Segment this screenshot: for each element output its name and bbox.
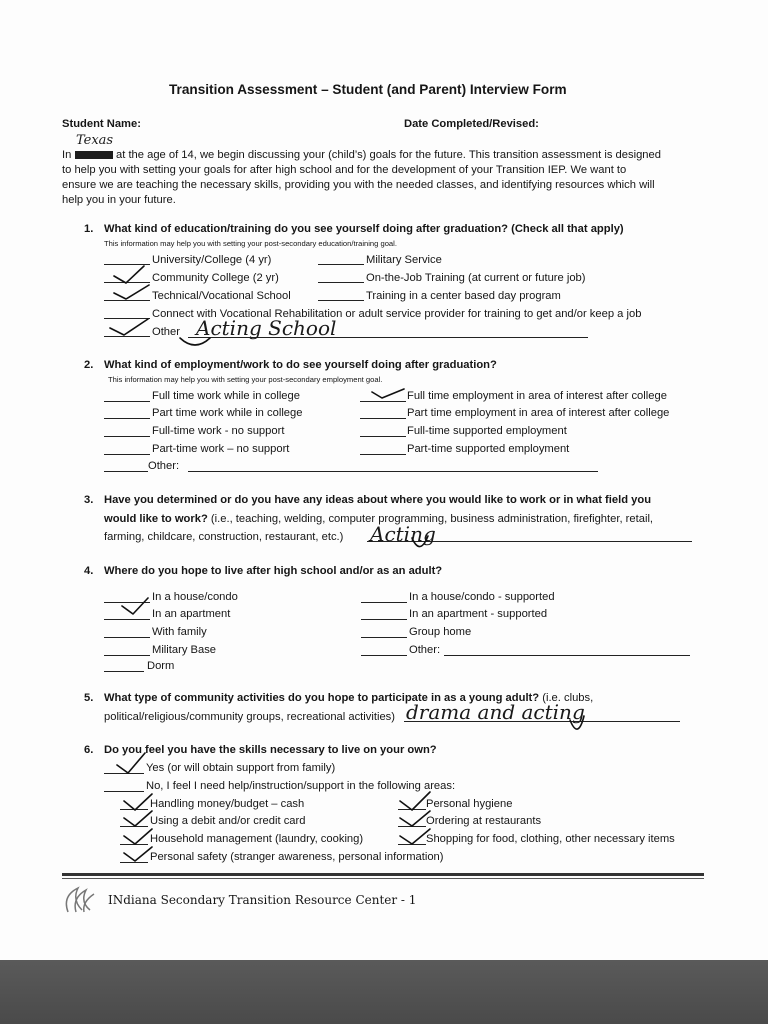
q5-number: 5.	[84, 692, 94, 704]
q3-question-line-1: Have you determined or do you have any ideas about where you would like to work or in what field you	[104, 494, 652, 506]
q4-option-family: With family	[152, 626, 207, 638]
check-mark-icon	[124, 811, 152, 826]
q3-question-line-2: would like to work?	[104, 513, 208, 525]
student-name-label: Student Name:	[62, 118, 141, 130]
q6-item-safety: Personal safety (stranger awareness, personal information)	[150, 851, 444, 863]
q5-question-examples: (i.e. clubs,	[539, 692, 594, 704]
check-mark-icon	[124, 847, 152, 861]
intro-line-4: help you in your future.	[62, 194, 176, 206]
q6-item-restaurants: Ordering at restaurants	[426, 815, 542, 827]
q2-option-ft-college: Full time work while in college	[152, 390, 300, 402]
q4-option-apartment: In an apartment	[152, 608, 231, 620]
date-completed-label: Date Completed/Revised:	[404, 118, 539, 130]
q2-question: What kind of employment/work to do see yourself doing after graduation?	[104, 359, 497, 371]
q1-option-day-program: Training in a center based day program	[366, 290, 561, 302]
q4-option-military-base: Military Base	[152, 644, 217, 656]
q4-option-house-supported: In a house/condo - supported	[409, 591, 555, 603]
q5-answer: drama and acting	[406, 700, 585, 724]
q6-no: No, I feel I need help/instruction/support in the following areas:	[146, 780, 456, 792]
q2-number: 2.	[84, 359, 94, 371]
q1-number: 1.	[84, 223, 94, 235]
q2-option-pt-no-support: Part-time work – no support	[152, 443, 290, 455]
intro-line-2: to help you with setting your goals for after high school and for the development of your Transition IEP. We want to	[62, 164, 627, 176]
q4-option-dorm: Dorm	[147, 660, 175, 672]
check-mark-icon	[124, 794, 152, 810]
intro-line-1: at the age of 14, we begin discussing your (child’s) goals for the future. This transition assessment is designed	[116, 149, 661, 161]
q1-other-answer: Acting School	[196, 316, 337, 340]
q3-number: 3.	[84, 494, 94, 506]
check-mark-icon	[400, 792, 430, 810]
q1-option-ojt: On-the-Job Training (at current or future job)	[366, 272, 586, 284]
q2-option-pt-supported: Part-time supported employment	[407, 443, 570, 455]
form-title: Transition Assessment – Student (and Parent) Interview Form	[169, 82, 567, 97]
check-mark-icon	[110, 319, 148, 335]
intro-line-3: ensure we are teaching the necessary skills, providing you with the needed classes, and identifying resources which will	[62, 179, 655, 191]
check-mark-icon	[114, 285, 149, 299]
q2-option-ft-interest: Full time employment in area of interest after college	[407, 390, 667, 402]
q1-option-vocational-rehab: Connect with Vocational Rehabilitation or adult service provider for training to get and/or keep a job	[152, 308, 642, 320]
q6-item-debit-card: Using a debit and/or credit card	[150, 815, 306, 827]
check-mark-icon	[117, 753, 145, 773]
scanner-background	[0, 960, 768, 1024]
q6-item-hygiene: Personal hygiene	[426, 798, 513, 810]
q4-option-house: In a house/condo	[152, 591, 238, 603]
q6-number: 6.	[84, 744, 94, 756]
q4-number: 4.	[84, 565, 94, 577]
q3-question-line-3: farming, childcare, construction, restaurant, etc.)	[104, 531, 344, 543]
q2-hint: This information may help you with setting your post-secondary employment goal.	[108, 375, 383, 384]
q2-option-pt-college: Part time work while in college	[152, 407, 303, 419]
q1-option-military: Military Service	[366, 254, 442, 266]
check-mark-icon	[400, 829, 430, 844]
handwritten-underline	[412, 536, 428, 547]
q6-item-household: Household management (laundry, cooking)	[150, 833, 364, 845]
q1-option-university: University/College (4 yr)	[152, 254, 272, 266]
handwritten-underline	[180, 338, 210, 345]
check-mark-icon	[122, 598, 148, 614]
handwritten-underline	[570, 716, 584, 729]
q1-other-label: Other	[152, 326, 180, 338]
q2-option-ft-supported: Full-time supported employment	[407, 425, 567, 437]
q4-question: Where do you hope to live after high school and/or as an adult?	[104, 565, 443, 577]
check-mark-icon	[372, 389, 404, 398]
q4-option-group-home: Group home	[409, 626, 472, 638]
check-mark-icon	[400, 811, 430, 826]
footer-rule	[62, 878, 704, 879]
q4-other-label: Other:	[409, 644, 441, 656]
state-handwritten: Texas	[76, 133, 114, 148]
q3-question-line-2-examples: (i.e., teaching, welding, computer programming, business administration, firefighter, retail,	[207, 513, 654, 525]
q6-yes: Yes (or will obtain support from family)	[146, 762, 336, 774]
resource-center-logo-icon	[60, 882, 104, 916]
check-mark-icon	[114, 266, 144, 283]
q1-question: What kind of education/training do you see yourself doing after graduation? (Check all that apply)	[104, 223, 624, 235]
q4-option-apartment-supported: In an apartment - supported	[409, 608, 548, 620]
q2-option-ft-no-support: Full-time work - no support	[152, 425, 285, 437]
q5-question: What type of community activities do you hope to participate in as a young adult?	[104, 692, 540, 704]
intro-in: In	[62, 149, 72, 161]
q1-hint: This information may help you with setting your post-secondary education/training goal.	[104, 239, 397, 248]
check-mark-icon	[124, 829, 152, 844]
q2-other-label: Other:	[148, 460, 180, 472]
q6-question: Do you feel you have the skills necessary to live on your own?	[104, 744, 437, 756]
q3-answer: Acting	[370, 522, 436, 546]
q6-item-money: Handling money/budget – cash	[150, 798, 305, 810]
q1-option-technical: Technical/Vocational School	[152, 290, 291, 302]
q6-item-shopping: Shopping for food, clothing, other necessary items	[426, 833, 675, 845]
footer-rule	[62, 873, 704, 876]
q2-option-pt-interest: Part time employment in area of interest after college	[407, 407, 670, 419]
q1-option-community-college: Community College (2 yr)	[152, 272, 279, 284]
q5-question-line-2: political/religious/community groups, recreational activities)	[104, 711, 395, 723]
footer-org: INdiana Secondary Transition Resource Center - 1	[108, 893, 417, 907]
